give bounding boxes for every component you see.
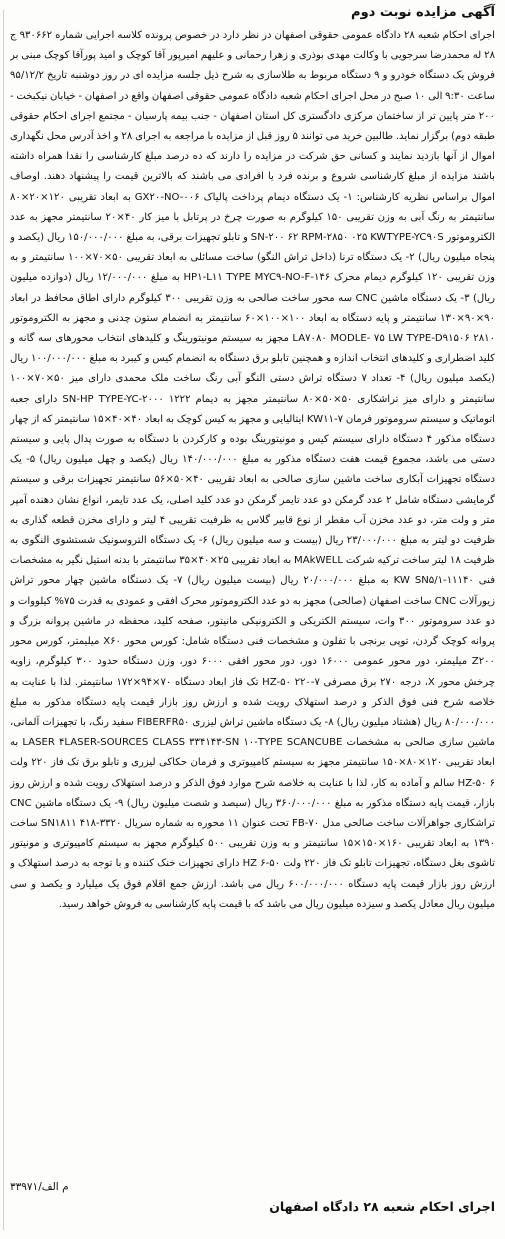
notice-title: آگهی مزایده نوبت دوم <box>351 5 495 20</box>
column-divider <box>3 10 4 1230</box>
notice-signature: اجرای احکام شعبه ۲۸ دادگاه اصفهان <box>269 1199 495 1214</box>
notice-reference: م الف/۳۳۹۷۱ <box>10 1181 69 1193</box>
notice-body: اجرای احکام شعبه ۲۸ دادگاه عمومی حقوقی اصفهان در نظر دارد در خصوص پرونده کلاسه اجرایی شماره ۹۳۰۶۶۲ ج ۲۸ له محمدرضا سرجویی با وکالت مهدی بوذری و زهرا رحمانی و علیهم امیرپور آقا کوچک و امید پورآقا کوچک مبنی بر فروش یک دستگاه خودرو و ۹ دستگاه مربوط به طلاسازی به شرح ذیل جلسه مزایده ای در روز دوشنبه تاریخ ۹۵/۱۲/۲ ساعت ۹:۳۰ الی ۱۰ صبح در محل اجرای احکام شعبه دادگاه عمومی حقوقی اصفهان واقع در اصفهان - خیابان نیکبخت - ۲۰۰ متر پایین تر از ساختمان مرکزی دادگستری کل استان اصفهان - جنب بیمه پارسیان - مجتمع اجرای احکام حقوقی طبقه دوم) برگزار نماید. طالبین خرید می توانند ۵ روز قبل از مزایده با مراجعه به اجرای ۲۸ و اخذ آدرس محل نگهداری اموال از آنها بازدید نمایند و کسانی حق شرکت در مزایده را دارند که ده درصد مبلغ کارشناسی را نقدا همراه داشته باشند مزایده از مبلغ کارشناسی شروع و برنده فرد یا افرادی می باشند که بالاترین قیمت را پیشنهاد دهند. اوصاف اموال براساس نظریه کارشناس: ۱- یک دستگاه دیمام پرداخت پالیاک GX۲۰-NO-۰۰۶ به ابعاد تقریبی ۱۲۰×۲۰×۸۰ سانتیمتر به رنگ آبی به وزن تقریبی ۱۵۰ کیلوگرم به صورت چرخ در پرتابل با میز کار ۴۰×۲۰ سانتیمتر مجهز به عدد الکتروموتور SN-۲۰۰ ۶۲ RPM-۲۸۵۰ ۰۲۵ KWTYPE-YC۹۰S و تابلو تجهیزات برقی، به مبلغ ۱۵۰/۰۰۰/۰۰۰ ریال (یکصد و پنجاه میلیون ریال) ۲- یک دستگاه ترنا (داخل تراش النگو) ساخت مسائلی به ابعاد تقریبی ۵۰×۷۰×۱۰۰ سانتیمتر و به وزن تقریبی ۱۲۰ کیلوگرم دیمام محرک HP۱-L۱۱ TYPE MYC۹-NO-F-۱۴۶ به مبلغ ۱۲/۰۰۰/۰۰۰ ریال (دوازده میلیون ریال) ۳- یک دستگاه ماشین CNC سه محور ساخت صالحی به وزن تقریبی ۳۰۰ کیلوگرم دارای اطاق محافظ در ابعاد ۹۰×۹۰×۱۳۰ سانتیمتر و پایه دستگاه به ابعاد ۱۰۰×۱۰۰×۶۰ سانتیمتر به انضمام ستون چدنی و مجهز به الکتروموتور LA۷۰۸۰ MODLE- ۷۵ LW TYPE-D۹۱۵۰۶ ۲۸۱۰ مجهز به سیستم مونیتورینگ و کلیدهای انتخاب محورهای سه گانه و کلید اضطراری و کلیدهای انتخاب اندازه و همچنین تابلو برق دستگاه به انضمام کیس و کیبرد به مبلغ ۱۰۰/۰۰۰/۰۰۰ ریال (یکصد میلیون ریال) ۴- تعداد ۷ دستگاه تراش دستی النگو آبی رنگ ساخت ملک محمدی دارای میز ۵۰×۷۰×۱۰۰ سانتیمتر و دارای میز تراشکاری ۵۰×۵۰×۸۰ سانتیمتر مجهز به دیمام ۱۲۲۲ ۲۰۰۰-SN-HP TYPE-YC دارای جعبه اتوماتیک و سیستم سروموتور فرمان KW۱۱-۷ ایتالیایی و مجهز به کیس کوچک به ابعاد ۴۰×۴۰×۱۵ سانتیمتر که از چهار دستگاه مذکور ۴ دستگاه دارای سیستم کیس و مونیتورینگ بوده و کارکردن با دستگاه به صورت پدال پایی و سیستم دستی می باشد، مجموع قیمت هفت دستگاه مذکور به مبلغ ۱۴۰/۰۰۰/۰۰۰ ریال (یکصد و چهل میلیون ریال) ۵- یک دستگاه تجهیزات آبکاری ساخت ماشین سازی صالحی به ابعاد تقریبی ۴۰×۵۰×۵۶ سانتیمتر تجهیزات برقی و سیستم گرمایشی دستگاه شامل ۲ عدد گرمکن دو عدد تایمر گرمکن دو عدد کلید اصلی، یک عدد تایمر، انواع نشان دهنده آمپر متر و ولت متر، دو عدد مخزن آب مقطر از نوع قابیر گلاس به ظرفیت تقریبی ۴ لیتر و دارای مخزن قطعه گذاری به ظرفیت دو لیتر به مبلغ ۲۳/۰۰۰/۰۰۰ ریال (بیست و سه میلیون ریال) ۶- یک دستگاه التروسونیک شستشوی النگوی به ظرفیت ۱۸ لیتر ساخت ترکیه شرکت MAkWELL به ابعاد تقریبی ۲۵×۴۰×۳۵ سانتیمتر با بدنه استیل نگیر به مشخصات فنی ۱۱۱۴۰-KW SN۵/۱ به مبلغ ۲۰/۰۰۰/۰۰۰ ریال (بیست میلیون ریال) ۷- یک دستگاه ماشین چهار محور تراش زیورآلات CNC ساخت اصفهان (صالحی) مجهز به دو عدد الکتروموتور محرک افقی و عمودی به قدرت ۷۵% کیلووات و دو عدد سروموتور ۳۰۰ وات، سیستم الکتریکی و الکترونیکی مانیتور، صفحه کلید، محفظه در ماشین پروانه بزرگ و پروانه کوچک گردن، توپی برنجی با تفلون و مشخصات فنی دستگاه شامل: کورس محور X۶۰ میلیمتر، کورس محور Z۲۰۰ میلیمتر، دور محور عمومی ۱۶۰۰۰ دور، دور محور افقی ۶۰۰۰ دور، وزن دستگاه حدود ۳۰۰ کیلوگرم، زاویه چرخش محور X، درجه ۲۷۰ برق مصرفی HZ-۵۰ ۲۲۰-۷ تک فاز ابعاد دستگاه ۷۰×۹۴×۱۷۲ سانتیمتر. لذا با عنایت به خلاصه شرح فنی فوق الذکر و درصد استهلاک رویت شده و ارزش روز بازار قیمت پایه دستگاه مذکور به مبلغ ۸۰/۰۰۰/۰۰۰ ریال (هشتاد میلیون ریال) ۸- یک دستگاه ماشین تراش لیزری FIBERFR۵۰ سفید رنگ، با تجهیزات آلمانی، ماشین سازی صالحی به مشخصات LASER ۴LASER-SOURCES CLASS ۳۳۴۱۴۳-SN ۱۰-TYPE SCANCUBE به ابعاد تقریبی ۱۲۰×۸۰×۱۵۰ سانتیمتر مجهز به سیستم کامپیوتری و فرمان حکاکی لیزری و تابلو برق تک فاز ۲۲۰ ولت HZ-۵۰ ۶ سالم و آماده به کار، لذا با عنایت به خلاصه شرح موارد فوق الذکر و درصد استهلاک رویت شده و ارزش روز بازار، قیمت پایه دستگاه مذکور به مبلغ ۳۶۰/۰۰۰/۰۰۰ ریال (سیصد و شصت میلیون ریال) ۹- یک دستگاه ماشین CNC تراشکاری جواهرآلات ساخت صالحی مدل FB-۷۰ تحت عنوان ۱۱ محوره به شماره سریال ۳۳۲۰-SN۱۸۱۱ ۴۱۸ ساخت ۱۳۹۰ به ابعاد تقریبی ۱۶۰×۱۵۰×۱۵ سانتیمتر و به وزن تقریبی ۵۰۰ کیلوگرم مجهز به سیستم کامپیوتری و مونیتور تاشوی بغل دستگاه، تجهیزات تابلو تک فاز ۲۲۰ ولت ۵۰-۶ HZ دارای تجهیزات خنک کننده و با توجه به درصد استهلاک و ارزش روز بازار قیمت پایه دستگاه ۶۰۰/۰۰۰/۰۰۰ ریال می باشد. ارزش جمع اقلام فوق یک میلیارد و یکصد و سی میلیون ریال معادل یکصد و سیزده میلیون ریال می باشد که با قیمت پایه کارشناسی به فروش خواهد رسید. <box>10 30 495 910</box>
